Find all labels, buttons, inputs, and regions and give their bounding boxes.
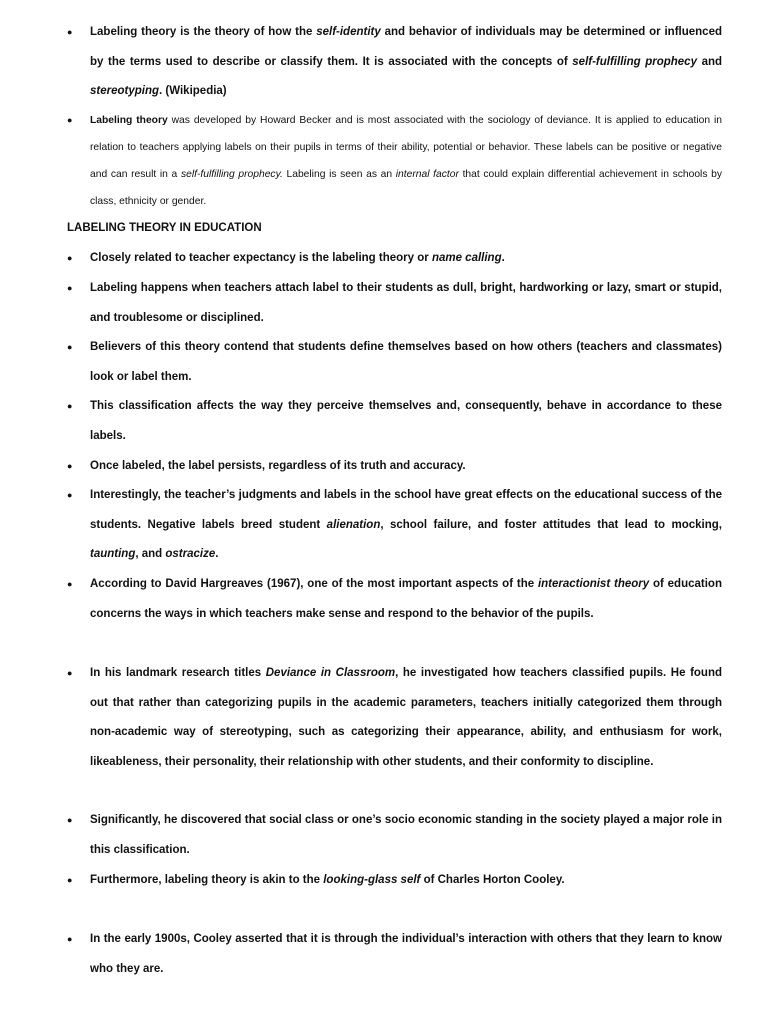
text-run: Labeling happens when teachers attach label to their students as dull, bright, hardworking or lazy, smart or stupid, and troublesome or disciplined. [90, 282, 722, 324]
italic-run: Deviance in Classroom [265, 667, 396, 679]
bullet-icon: ● [67, 934, 73, 944]
italic-run: internal factor [395, 169, 459, 180]
text-run: In his landmark research titles [90, 667, 266, 679]
italic-run: ostracize [165, 548, 216, 560]
bullet-icon: ● [67, 115, 73, 125]
list-item-text [90, 925, 722, 984]
list-item-text [90, 274, 722, 333]
text-run: Believers of this theory contend that students define themselves based on how others (teachers and classmates) look or label them. [90, 341, 722, 383]
term: Labeling theory [90, 115, 168, 126]
text-run: of Charles Horton Cooley. [420, 874, 565, 886]
text-run: Closely related to teacher expectancy is the labeling theory or [90, 252, 432, 264]
text-run: Furthermore, labeling theory is akin to the [90, 874, 324, 886]
text-run: and behavior of individuals may be determined or influenced by the terms used to describe or classify them. It is associated with the concepts of [90, 26, 722, 68]
bullet-icon: ● [67, 815, 73, 825]
bullet-icon: ● [67, 461, 73, 471]
italic-run: name calling [431, 252, 502, 264]
text-run: of education concerns the ways in which teachers make sense and respond to the behavior of the pupils. [90, 578, 722, 620]
italic-run: self-fulfilling prophecy [572, 55, 697, 68]
list-item-text [90, 806, 722, 865]
bullet-icon: ● [67, 27, 73, 37]
text-run: . [501, 252, 505, 264]
text-run: . [215, 548, 219, 560]
bullet-icon: ● [67, 401, 73, 411]
italic-run: interactionist theory [537, 578, 650, 590]
list-item-text [90, 570, 722, 629]
text-run: Interestingly, the teacher’s judgments and labels in the school have great effects on the educational success of the students. Negative labels breed student [90, 489, 722, 531]
text-run: This classification affects the way they perceive themselves and, consequently, behave in accordance to these labels. [90, 400, 722, 442]
text-run: , he investigated how teachers classified pupils. He found out that rather than categorizing pupils in the academic parameters, teachers initially categorized them through non-academic way of stereotyping, such as categorizing their appearance, ability, and enthusiasm for work, likeableness, their personality, their relationship with other students, and their conformity to discipline. [90, 667, 722, 768]
bullet-icon: ● [67, 668, 73, 678]
text-run: . (Wikipedia) [159, 85, 227, 97]
text-run: , school failure, and foster attitudes that lead to mocking, [380, 518, 722, 531]
text-run: Once labeled, the label persists, regardless of its truth and accuracy. [90, 460, 466, 472]
bullet-icon: ● [67, 490, 73, 500]
text-run: In the early 1900s, Cooley asserted that it is through the individual’s interaction with others that they learn to know who they are. [90, 933, 722, 975]
list-item-text [90, 392, 722, 451]
text-run: , and [135, 548, 166, 560]
bullet-icon: ● [67, 342, 73, 352]
bullet-icon: ● [67, 283, 73, 293]
bullet-icon: ● [67, 875, 73, 885]
text-run: and [696, 55, 723, 68]
term: Labeling theory [90, 26, 177, 38]
italic-run: looking-glass self [323, 874, 421, 886]
text-run: was developed by Howard Becker and is most associated with the sociology of deviance. It is applied to education in relation to teachers applying labels on their pupils in terms of their ability, potential or behavior. These labels can be positive or negative and can result in a [90, 115, 723, 180]
bullet-icon: ● [67, 579, 73, 589]
bullet-icon: ● [67, 253, 73, 263]
italic-run: self-identity [316, 26, 381, 38]
italic-run: alienation [326, 518, 381, 531]
list-item-text [90, 481, 722, 570]
list-item-text [90, 333, 722, 392]
text-run: According to David Hargreaves (1967), one of the most important aspects of the [90, 578, 538, 590]
list-item-text [90, 866, 722, 896]
intro-paragraph [90, 107, 722, 215]
text-run: is the theory of how the [176, 26, 317, 38]
list-item-text [90, 452, 722, 482]
text-run: Significantly, he discovered that social class or one’s socio economic standing in the society played a major role in this classification. [90, 814, 722, 856]
intro-paragraph [90, 18, 722, 107]
italic-run: taunting [90, 548, 136, 560]
text-run: that could explain differential achievement in schools by class, ethnicity or gender. [90, 169, 723, 207]
list-item-text [90, 659, 722, 777]
italic-run: self-fulfilling prophecy. [180, 169, 283, 180]
section-heading: LABELING THEORY IN EDUCATION [67, 222, 262, 234]
text-run: Labeling is seen as an [282, 169, 396, 180]
italic-run: stereotyping [90, 85, 160, 97]
list-item-text [90, 244, 722, 274]
